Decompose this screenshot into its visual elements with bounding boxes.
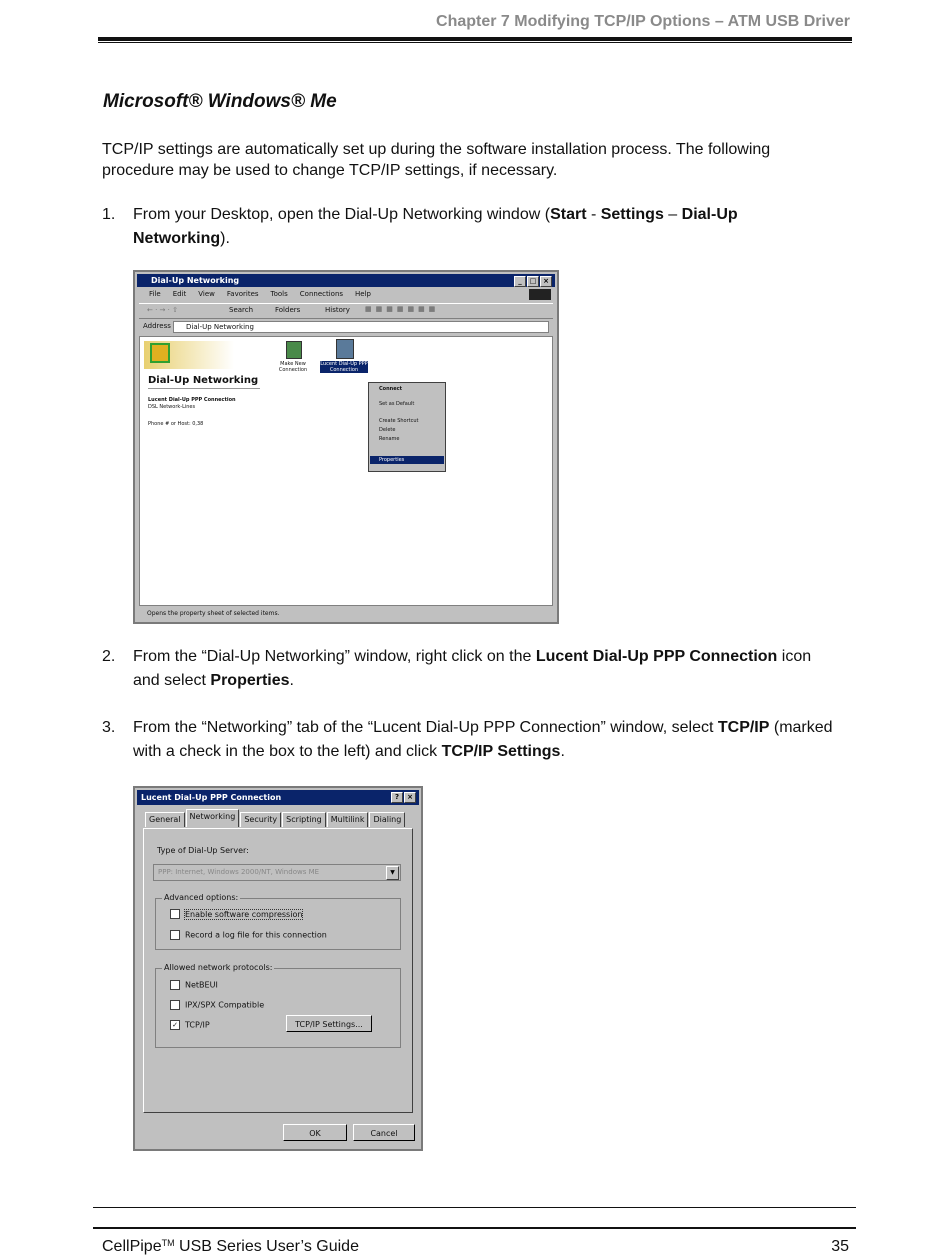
dialup-networking-window — [133, 270, 559, 624]
ipx-spx-checkbox[interactable]: IPX/SPX Compatible — [170, 1000, 264, 1010]
footer-rule — [93, 1207, 856, 1208]
window-title: Dial-Up Networking — [151, 276, 240, 285]
page-number: 35 — [831, 1238, 849, 1255]
tab-dialing[interactable]: Dialing — [369, 812, 405, 827]
history-button[interactable]: History — [325, 306, 350, 314]
make-new-connection-icon[interactable] — [286, 341, 302, 359]
tab-general[interactable]: General — [145, 812, 185, 827]
menu-favorites[interactable]: Favorites — [226, 290, 259, 298]
toolbar — [139, 303, 553, 319]
close-icon[interactable]: × — [540, 276, 552, 287]
checkbox-icon[interactable] — [170, 980, 180, 990]
section-title: Microsoft® Windows® Me — [103, 91, 337, 112]
dialog-titlebar — [137, 790, 419, 805]
address-bar — [139, 320, 553, 333]
log-file-checkbox[interactable]: Record a log file for this connection — [170, 930, 327, 940]
context-rename[interactable]: Rename — [379, 436, 400, 442]
context-delete[interactable]: Delete — [379, 427, 396, 433]
step-number: 3. — [102, 719, 116, 736]
lucent-connection-icon[interactable] — [336, 339, 354, 359]
menu-connections[interactable]: Connections — [299, 290, 344, 298]
intro-paragraph: TCP/IP settings are automatically set up during the software installation process. The following procedure may be used to change TCP/IP settings, if necessary. — [102, 141, 771, 179]
close-icon[interactable]: × — [404, 792, 416, 803]
checkbox-icon[interactable] — [170, 909, 180, 919]
selected-connection-device: DSL Network-Lines — [148, 404, 196, 410]
folder-content — [139, 336, 553, 606]
checkbox-icon[interactable] — [170, 930, 180, 940]
tcpip-settings-button[interactable]: TCP/IP Settings... — [286, 1015, 372, 1032]
menu-tools[interactable]: Tools — [270, 290, 288, 298]
step-text: From your Desktop, open the Dial-Up Networking window (Start - Settings – Dial-Up Networking). — [133, 206, 738, 247]
folder-heading: Dial-Up Networking — [148, 375, 259, 386]
server-type-label: Type of Dial-Up Server: — [157, 846, 249, 855]
toolbar-icons[interactable]: ▦▦▦▦▦▦▦ — [365, 305, 440, 313]
menu-view[interactable]: View — [198, 290, 215, 298]
tab-multilink[interactable]: Multilink — [327, 812, 369, 827]
chevron-down-icon[interactable]: ▼ — [386, 866, 399, 880]
context-menu — [368, 382, 446, 472]
selected-connection-name: Lucent Dial-Up PPP Connection — [148, 397, 236, 403]
cancel-button[interactable]: Cancel — [353, 1124, 415, 1141]
header-rule — [98, 37, 852, 41]
network-protocols-label: Allowed network protocols: — [164, 963, 273, 972]
heading-rule — [148, 388, 260, 389]
search-button[interactable]: Search — [229, 306, 254, 314]
footer-rule-thick — [93, 1227, 856, 1229]
step-text: From the “Dial-Up Networking” window, right click on the Lucent Dial-Up PPP Connection icon and select Properties. — [133, 648, 812, 689]
step-number: 1. — [102, 206, 116, 223]
advanced-options-label: Advanced options: — [164, 893, 239, 902]
window-titlebar — [137, 274, 555, 287]
dialup-folder-icon — [150, 343, 170, 363]
dialog-tabs — [145, 812, 406, 827]
tab-networking[interactable]: Networking — [186, 809, 240, 827]
footer-guide-title: CellPipe™ USB Series User’s Guide — [102, 1238, 359, 1255]
server-type-value: PPP: Internet, Windows 2000/NT, Windows ME — [158, 868, 320, 876]
maximize-icon[interactable]: □ — [527, 276, 539, 287]
tab-security[interactable]: Security — [240, 812, 281, 827]
ok-button[interactable]: OK — [283, 1124, 347, 1141]
context-properties[interactable]: Properties — [370, 456, 444, 464]
make-new-connection-label[interactable]: Make New Connection — [278, 361, 308, 373]
status-bar: Opens the property sheet of selected items. — [147, 610, 280, 617]
step-number: 2. — [102, 648, 116, 665]
tcpip-checkbox[interactable]: ✓ TCP/IP — [170, 1020, 210, 1030]
network-protocols-group — [155, 963, 401, 1048]
software-compression-checkbox[interactable]: Enable software compression — [170, 909, 302, 919]
chapter-header: Chapter 7 Modifying TCP/IP Options – ATM USB Driver — [436, 13, 850, 30]
menu-help[interactable]: Help — [355, 290, 372, 298]
windows-logo-icon — [529, 289, 551, 300]
selected-connection-phone: Phone # or Host: 0,38 — [148, 421, 204, 427]
context-create-shortcut[interactable]: Create Shortcut — [379, 418, 419, 424]
dialog-title: Lucent Dial-Up PPP Connection — [141, 793, 282, 802]
menu-edit[interactable]: Edit — [172, 290, 187, 298]
folders-button[interactable]: Folders — [275, 306, 301, 314]
menu-bar — [149, 290, 371, 298]
menu-file[interactable]: File — [149, 290, 161, 298]
minimize-icon[interactable]: _ — [514, 276, 526, 287]
help-icon[interactable]: ? — [391, 792, 403, 803]
netbeui-checkbox[interactable]: NetBEUI — [170, 980, 218, 990]
context-connect[interactable]: Connect — [379, 386, 402, 392]
advanced-options-group — [155, 893, 401, 950]
server-type-select[interactable] — [153, 864, 401, 881]
address-input[interactable]: Dial-Up Networking — [173, 321, 549, 333]
context-set-default[interactable]: Set as Default — [379, 401, 415, 407]
back-arrow-icon[interactable]: ← · → · ⇧ — [147, 306, 178, 314]
step-text: From the “Networking” tab of the “Lucent Dial-Up PPP Connection” window, select TCP/IP (marked with a check in the box to the left) and click TCP/IP Settings. — [133, 719, 833, 760]
connection-properties-dialog — [133, 786, 423, 1151]
checkmark-icon[interactable]: ✓ — [170, 1020, 180, 1030]
lucent-connection-label[interactable]: Lucent Dial-Up PPP Connection — [320, 361, 368, 373]
tab-scripting[interactable]: Scripting — [282, 812, 326, 827]
checkbox-icon[interactable] — [170, 1000, 180, 1010]
header-rule-thin — [98, 42, 852, 43]
address-label: Address — [143, 322, 171, 330]
